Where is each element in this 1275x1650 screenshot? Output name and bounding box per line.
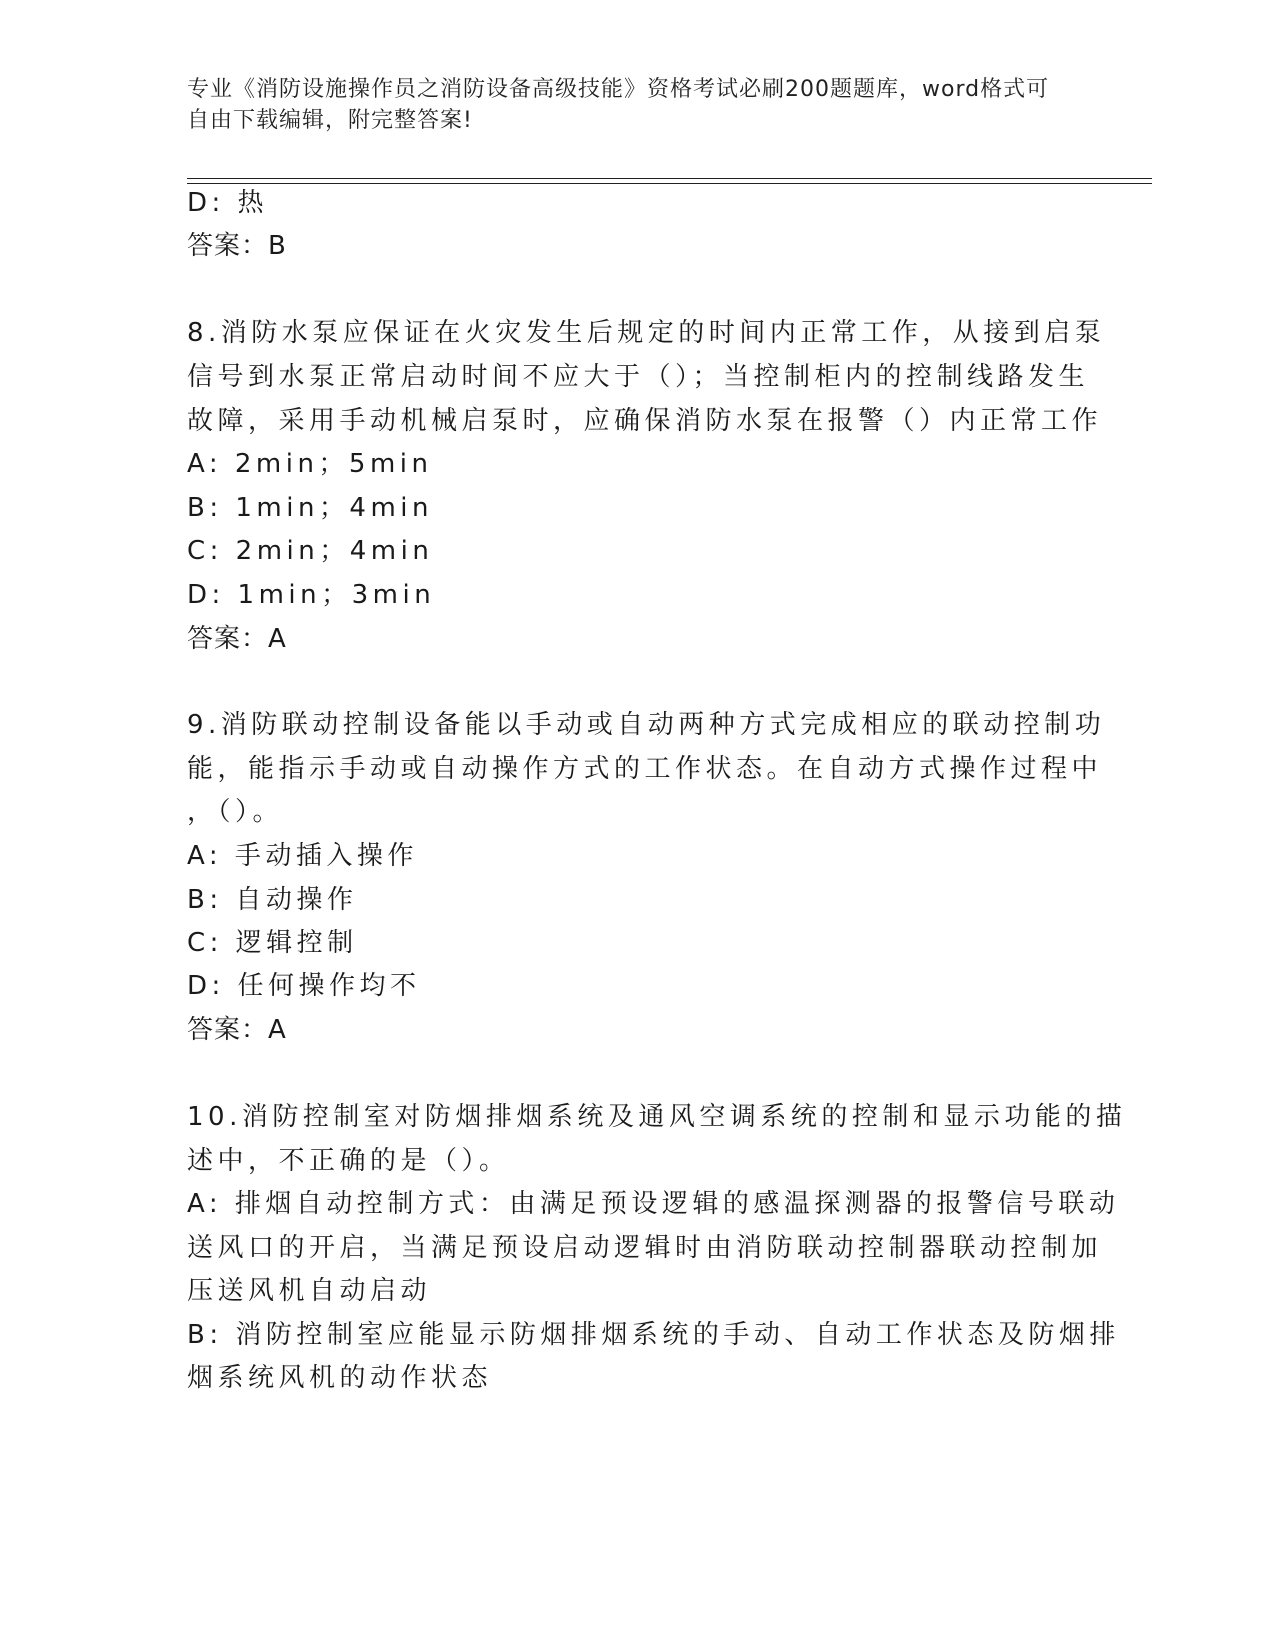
question-8-text: 8.消防水泵应保证在火灾发生后规定的时间内正常工作，从接到启泵: [187, 318, 1106, 348]
document-header: 专业《消防设施操作员之消防设备高级技能》资格考试必刷200题题库，word格式可自由下载编辑，附完整答案!: [187, 77, 1050, 133]
answer: 答案：B: [187, 231, 287, 261]
question-8-answer: 答案：A: [187, 624, 287, 654]
question-10-option-a: 送风口的开启，当满足预设启动逻辑时由消防联动控制器联动控制加: [187, 1233, 1103, 1263]
question-10-text: 述中，不正确的是（）。: [187, 1146, 510, 1176]
question-10-option-a: 压送风机自动启动: [187, 1276, 432, 1306]
question-9-text: ，（）。: [187, 797, 284, 827]
question-9-option-d: D: 任何操作均不: [187, 971, 421, 1001]
header-rule-top: [187, 178, 1152, 179]
question-10-option-b: 烟系统风机的动作状态: [187, 1363, 493, 1393]
question-8-option-d: D: 1min；3min: [187, 580, 436, 610]
question-10-option-b: B: 消防控制室应能显示防烟排烟系统的手动、自动工作状态及防烟排: [187, 1320, 1120, 1350]
question-9-option-c: C: 逻辑控制: [187, 928, 358, 958]
question-8-option-b: B: 1min；4min: [187, 493, 434, 523]
question-9-answer: 答案：A: [187, 1015, 287, 1045]
question-9-option-b: B: 自动操作: [187, 885, 358, 915]
question-8-option-c: C: 2min；4min: [187, 536, 434, 566]
question-10-text: 10.消防控制室对防烟排烟系统及通风空调系统的控制和显示功能的描: [187, 1102, 1127, 1132]
question-9-text: 能，能指示手动或自动操作方式的工作状态。在自动方式操作过程中: [187, 754, 1103, 784]
option-d: D: 热: [187, 188, 269, 218]
question-8-option-a: A: 2min；5min: [187, 449, 433, 479]
question-9-option-a: A: 手动插入操作: [187, 841, 418, 871]
question-8-text: 信号到水泵正常启动时间不应大于（）；当控制柜内的控制线路发生: [187, 362, 1090, 392]
question-8-text: 故障，采用手动机械启泵时，应确保消防水泵在报警（）内正常工作: [187, 406, 1103, 436]
header-rule-bottom: [187, 183, 1152, 184]
question-9-text: 9.消防联动控制设备能以手动或自动两种方式完成相应的联动控制功: [187, 710, 1106, 740]
question-10-option-a: A: 排烟自动控制方式：由满足预设逻辑的感温探测器的报警信号联动: [187, 1189, 1120, 1219]
